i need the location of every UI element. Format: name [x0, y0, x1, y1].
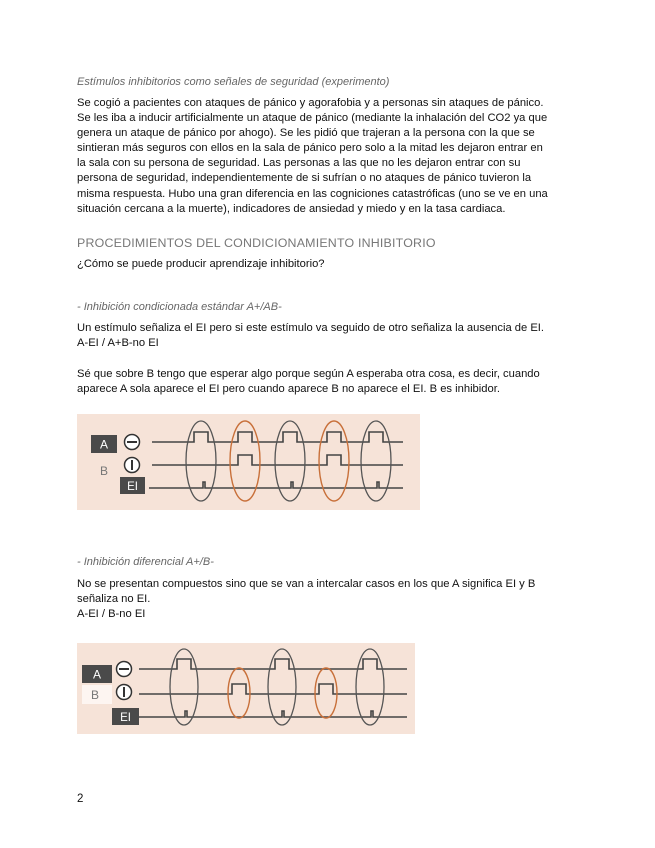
label-a: A: [92, 667, 102, 682]
trial-ellipse-ab: [230, 421, 260, 501]
label-ei: EI: [127, 481, 138, 493]
label-ei: EI: [120, 712, 131, 724]
vertical-bar-sign-icon: [117, 685, 132, 700]
paragraph-line: Se les iba a inducir artificialmente un ataque de pánico (mediante la inhalación del CO2 ya que: [77, 112, 548, 125]
differential-line: No se presentan compuestos sino que se van a intercalar casos en los que A significa EI y B: [77, 578, 536, 590]
experiment-paragraph: [77, 96, 578, 217]
procedures-question: ¿Cómo se puede producir aprendizaje inhibitorio?: [77, 258, 325, 270]
paragraph-line: situación cercana a la muerte), indicadores de ansiedad y miedo y en la tasa cardiaca.: [77, 202, 506, 215]
standard-heading: - Inhibición condicionada estándar A+/AB-: [77, 301, 282, 313]
stimulus-a-trace: [139, 659, 407, 669]
diagram-svg: [77, 414, 420, 510]
standard-inhibition-diagram: [77, 414, 420, 510]
paragraph-line: la sala con su persona de seguridad. Las personas a las que no les dejaron entrar con su: [77, 157, 521, 170]
trial-ellipse-a-alone: [361, 421, 391, 501]
paragraph-line: persona de seguridad, independientemente de si sufrían o no ataques de pánico tuvieron la: [77, 172, 532, 185]
standard-line: aparece A sola aparece el EI pero cuando aparece B no aparece el EI. B es inhibidor.: [77, 383, 500, 395]
differential-formula: A-EI / B-no EI: [77, 608, 146, 620]
label-b: B: [90, 688, 100, 702]
trial-ellipse-ab: [319, 421, 349, 501]
paragraph-line: genera un ataque de pánico por ahogo). Se les pidió que trajeran a la persona con la que se: [77, 127, 535, 140]
page-number: 2: [77, 793, 84, 805]
standard-line: Sé que sobre B tengo que esperar algo porque según A esperaba otra cosa, es decir, cuando: [77, 368, 540, 380]
paragraph-line: Se cogió a pacientes con ataques de pánico y agorafobia y a personas sin ataques de pánico.: [77, 97, 544, 109]
trial-ellipse-a: [170, 649, 198, 725]
differential-heading: - Inhibición diferencial A+/B-: [77, 556, 214, 568]
minus-sign-icon: [125, 435, 140, 450]
differential-line: señaliza no EI.: [77, 593, 151, 605]
trial-ellipse-a-alone: [275, 421, 305, 501]
trial-ellipse-a-alone: [186, 421, 216, 501]
standard-line: Un estímulo señaliza el EI pero si este estímulo va seguido de otro señaliza la ausencia de EI.: [77, 322, 545, 334]
stimulus-b-trace: [152, 455, 403, 465]
label-a: A: [99, 437, 109, 452]
differential-inhibition-diagram: [77, 643, 415, 734]
label-b: B: [99, 464, 109, 478]
paragraph-line: misma respuesta. Hubo una gran diferencia en las cogniciones catastróficas (uno se ve en una: [77, 187, 548, 200]
stimulus-b-trace: [139, 684, 407, 694]
trial-ellipse-a: [356, 649, 384, 725]
minus-sign-icon: [117, 662, 132, 677]
experiment-heading: Estímulos inhibitorios como señales de seguridad (experimento): [77, 76, 390, 88]
section-title: PROCEDIMIENTOS DEL CONDICIONAMIENTO INHIBITORIO: [77, 236, 436, 250]
vertical-bar-sign-icon: [125, 458, 140, 473]
standard-formula: A-EI / A+B-no EI: [77, 337, 159, 349]
paragraph-line: sintieran más seguros con ellos en la sala de pánico pero solo a la mitad les dejaron entrar en: [77, 142, 543, 155]
diagram-svg: [77, 643, 415, 734]
